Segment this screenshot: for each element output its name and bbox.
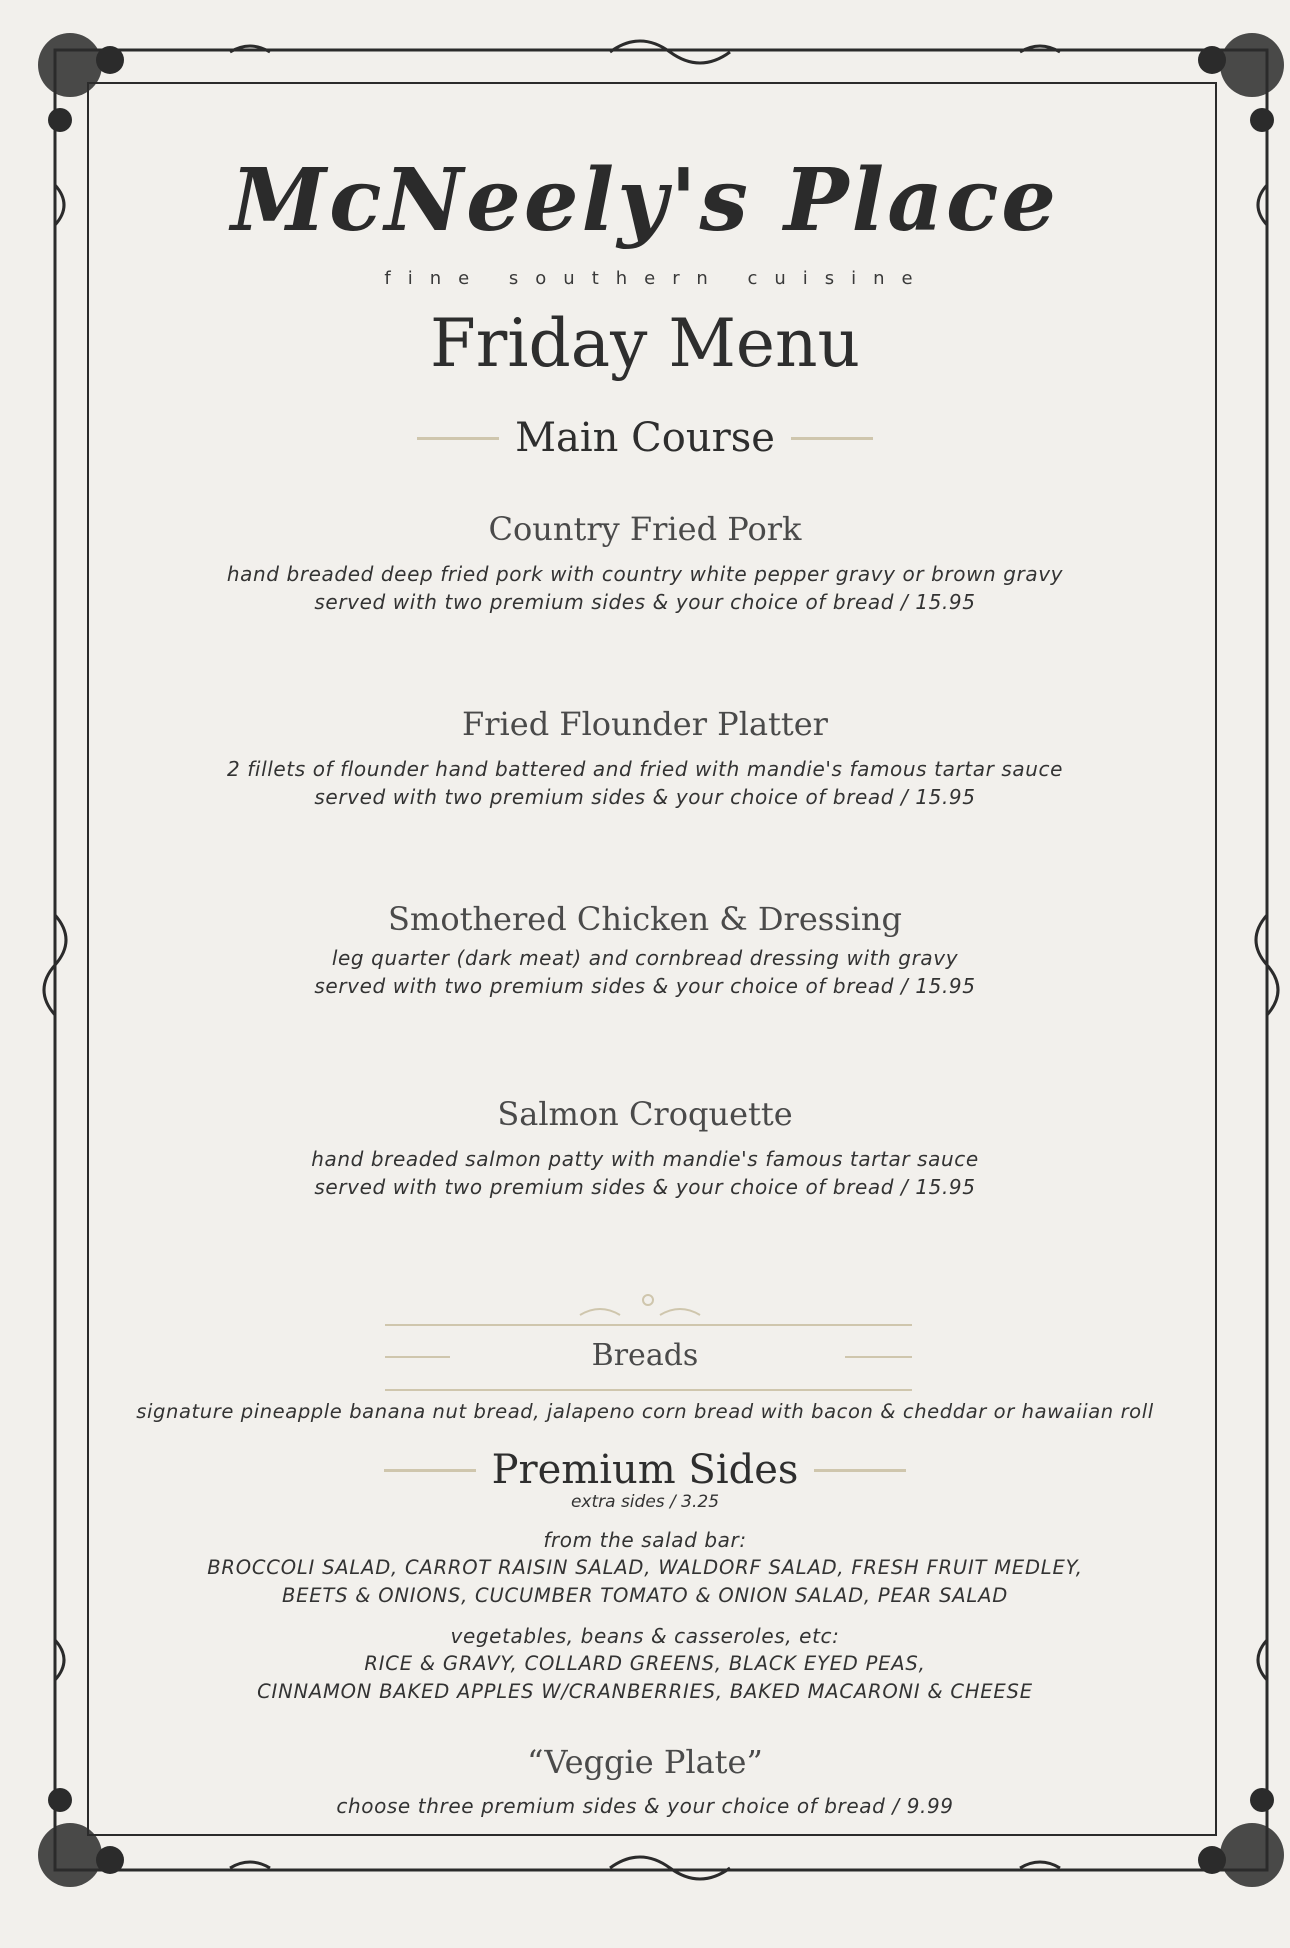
- salad-bar-list: BROCCOLI SALAD, CARROT RAISIN SALAD, WALDORF SALAD, FRESH FRUIT MEDLEY,: [207, 1556, 1083, 1579]
- menu-item-price-line: served with two premium sides & your choice of bread / 15.95: [314, 974, 976, 998]
- menu-item-price-line: served with two premium sides & your choice of bread / 15.95: [314, 1175, 976, 1199]
- heading-rule-right: [791, 437, 873, 440]
- veggie-plate-description: choose three premium sides & your choice of bread / 9.99: [336, 1794, 954, 1818]
- premium-sides-heading: [0, 1447, 1290, 1493]
- menu-item-description: leg quarter (dark meat) and cornbread dressing with gravy: [331, 946, 959, 970]
- vegetables-list: RICE & GRAVY, COLLARD GREENS, BLACK EYED PEAS,: [364, 1652, 926, 1675]
- salad-bar-label: from the salad bar:: [543, 1528, 747, 1552]
- menu-item-name: Fried Flounder Platter: [462, 705, 828, 743]
- salad-bar-list: BEETS & ONIONS, CUCUMBER TOMATO & ONION SALAD, PEAR SALAD: [281, 1584, 1009, 1607]
- heading-rule-left: [417, 437, 499, 440]
- menu-item-name: Country Fried Pork: [488, 510, 802, 548]
- menu-item-description: 2 fillets of flounder hand battered and fried with mandie's famous tartar sauce: [226, 757, 1063, 781]
- menu-item-name: Salmon Croquette: [497, 1095, 793, 1133]
- menu-item-price-line: served with two premium sides & your choice of bread / 15.95: [314, 590, 976, 614]
- vegetables-label: vegetables, beans & casseroles, etc:: [450, 1624, 840, 1648]
- menu-item-name: Smothered Chicken & Dressing: [388, 900, 902, 938]
- restaurant-logo-text: McNeely's Place: [230, 150, 1060, 251]
- main-course-title: Main Course: [515, 415, 775, 461]
- vegetables-list: CINNAMON BAKED APPLES W/CRANBERRIES, BAKED MACARONI & CHEESE: [257, 1680, 1033, 1703]
- menu-title: Friday Menu: [430, 305, 860, 382]
- breads-heading: Breads: [591, 1338, 699, 1373]
- menu-item-price-line: served with two premium sides & your choice of bread / 15.95: [314, 785, 976, 809]
- menu-item-description: hand breaded deep fried pork with country white pepper gravy or brown gravy: [226, 562, 1064, 586]
- heading-rule-left: [384, 1469, 476, 1472]
- heading-rule-right: [814, 1469, 906, 1472]
- breads-description: signature pineapple banana nut bread, jalapeno corn bread with bacon & cheddar or hawaiian roll: [136, 1400, 1154, 1423]
- premium-sides-title: Premium Sides: [491, 1447, 799, 1493]
- menu-item-description: hand breaded salmon patty with mandie's famous tartar sauce: [311, 1147, 979, 1171]
- veggie-plate-name: “Veggie Plate”: [527, 1743, 763, 1781]
- tagline: fine southern cuisine: [384, 268, 930, 289]
- main-course-heading: [0, 415, 1290, 461]
- extra-sides-price: extra sides / 3.25: [570, 1492, 720, 1512]
